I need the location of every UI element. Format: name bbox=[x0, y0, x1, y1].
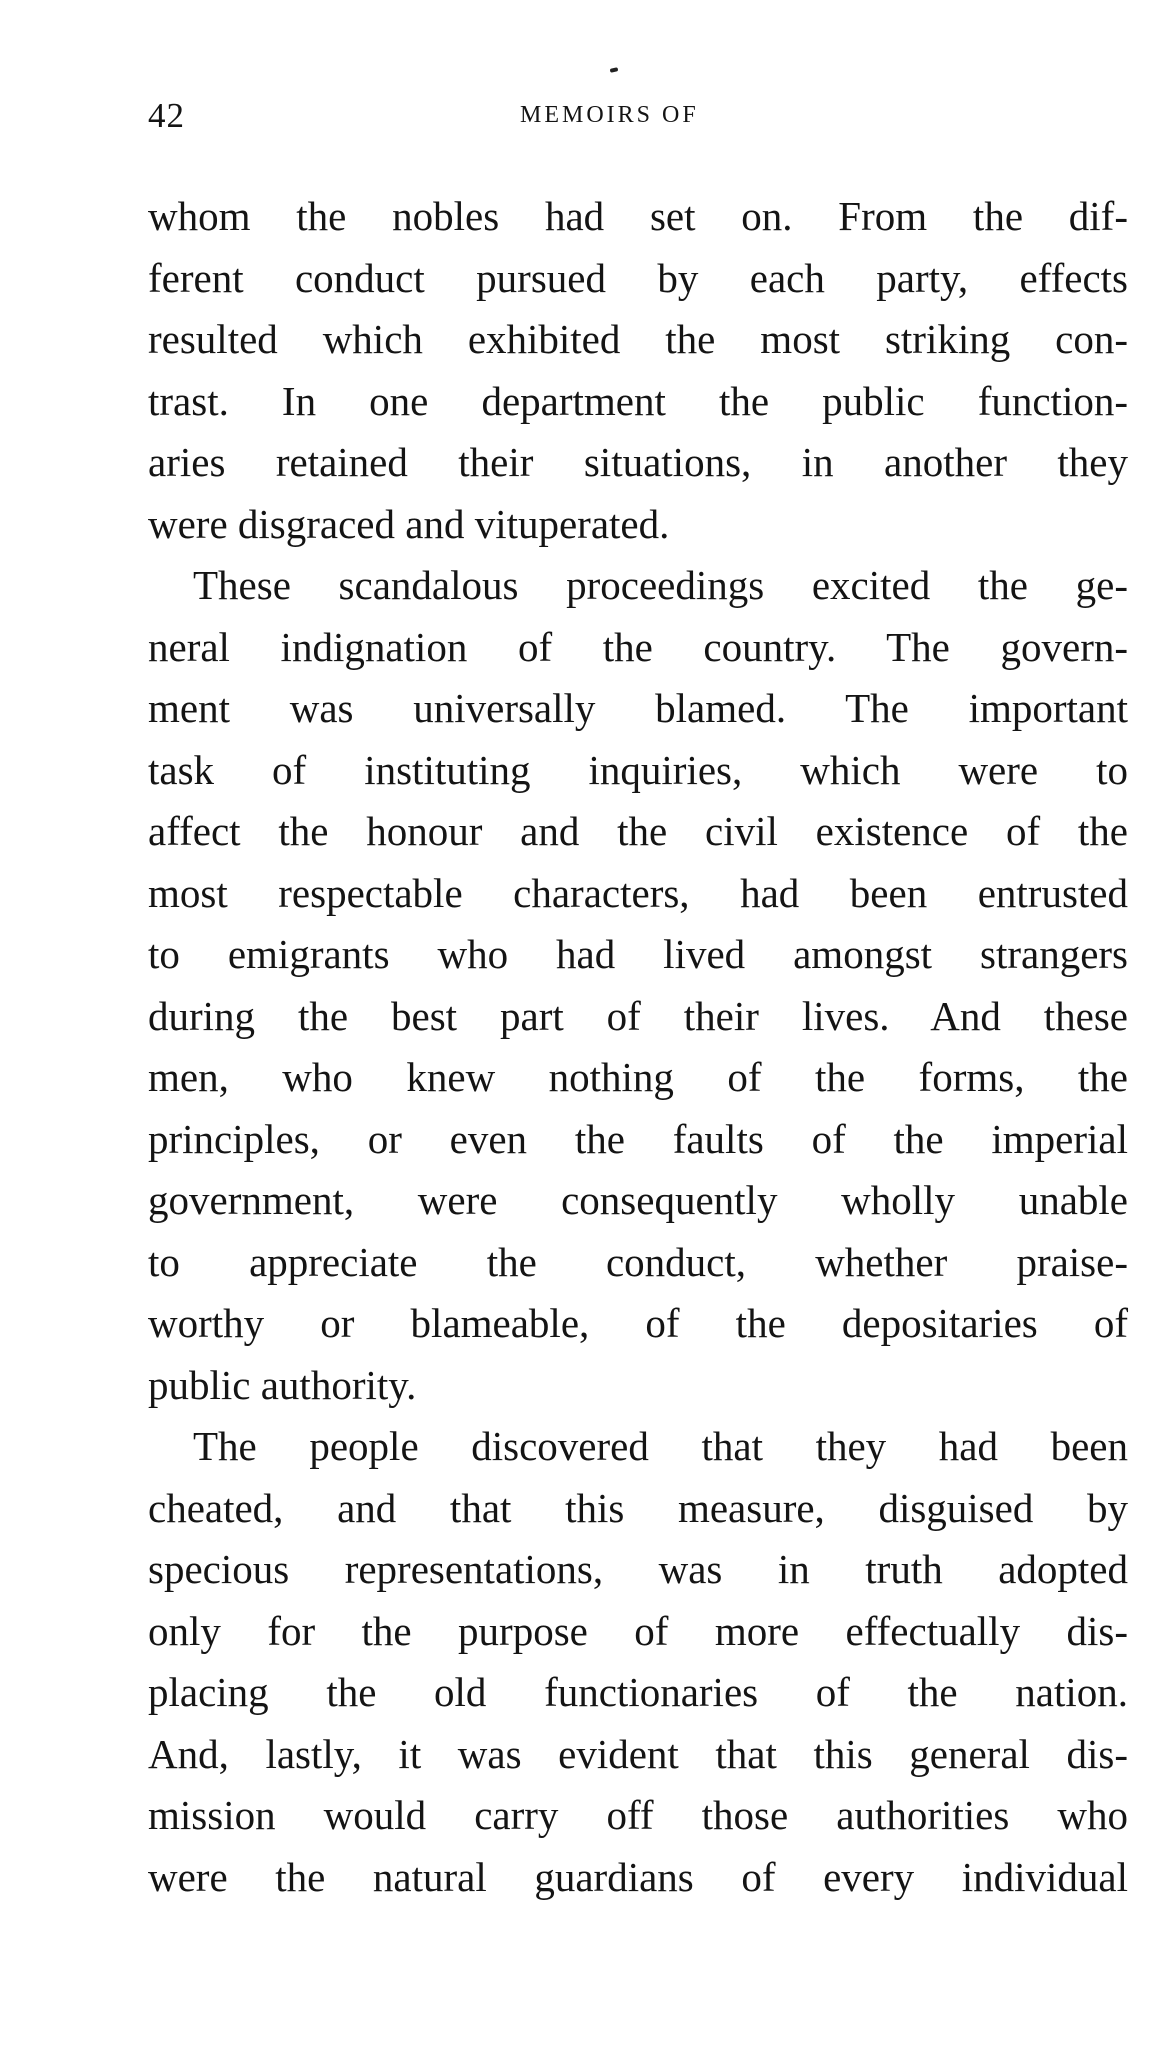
text-line: to emigrants who had lived amongst strangers bbox=[148, 931, 1128, 977]
text-line: aries retained their situations, in another they bbox=[148, 439, 1128, 485]
text-line: trast. In one department the public function- bbox=[148, 377, 1128, 424]
text-line: cheated, and that this measure, disguised by bbox=[148, 1484, 1128, 1531]
text-line: affect the honour and the civil existence of the bbox=[148, 808, 1128, 854]
running-head: MEMOIRS OF bbox=[520, 102, 699, 128]
text-line: most respectable characters, had been entrusted bbox=[148, 869, 1128, 916]
text-line: placing the old functionaries of the nation. bbox=[148, 1669, 1128, 1715]
body-text bbox=[148, 186, 1128, 1908]
text-line: were the natural guardians of every individual bbox=[148, 1853, 1128, 1900]
text-line: ferent conduct pursued by each party, effects bbox=[148, 254, 1128, 301]
text-line: And, lastly, it was evident that this general dis- bbox=[148, 1730, 1128, 1777]
text-line: mission would carry off those authorities who bbox=[148, 1792, 1128, 1838]
text-line: during the best part of their lives. And these bbox=[148, 992, 1128, 1039]
page-number: 42 bbox=[148, 96, 185, 135]
text-line: specious representations, was in truth adopted bbox=[148, 1546, 1128, 1592]
text-line: worthy or blameable, of the depositaries of bbox=[148, 1300, 1128, 1346]
text-line: public authority. bbox=[148, 1361, 417, 1408]
text-line: task of instituting inquiries, which were to bbox=[148, 746, 1128, 793]
text-line: resulted which exhibited the most striking con- bbox=[148, 316, 1128, 362]
text-line: men, who knew nothing of the forms, the bbox=[148, 1054, 1128, 1100]
text-line: The people discovered that they had been bbox=[193, 1423, 1128, 1469]
text-line: government, were consequently wholly unable bbox=[148, 1177, 1128, 1223]
text-line: were disgraced and vituperated. bbox=[148, 500, 670, 547]
page-header bbox=[148, 96, 1128, 140]
text-line: principles, or even the faults of the imperial bbox=[148, 1115, 1128, 1162]
text-line: only for the purpose of more effectually dis- bbox=[148, 1607, 1128, 1654]
text-line: neral indignation of the country. The govern- bbox=[148, 623, 1128, 670]
text-line: whom the nobles had set on. From the dif- bbox=[148, 193, 1128, 239]
ink-speck bbox=[610, 67, 619, 73]
text-line: to appreciate the conduct, whether praise- bbox=[148, 1238, 1128, 1285]
text-line: ment was universally blamed. The important bbox=[148, 685, 1128, 731]
text-line: These scandalous proceedings excited the ge- bbox=[193, 562, 1128, 608]
